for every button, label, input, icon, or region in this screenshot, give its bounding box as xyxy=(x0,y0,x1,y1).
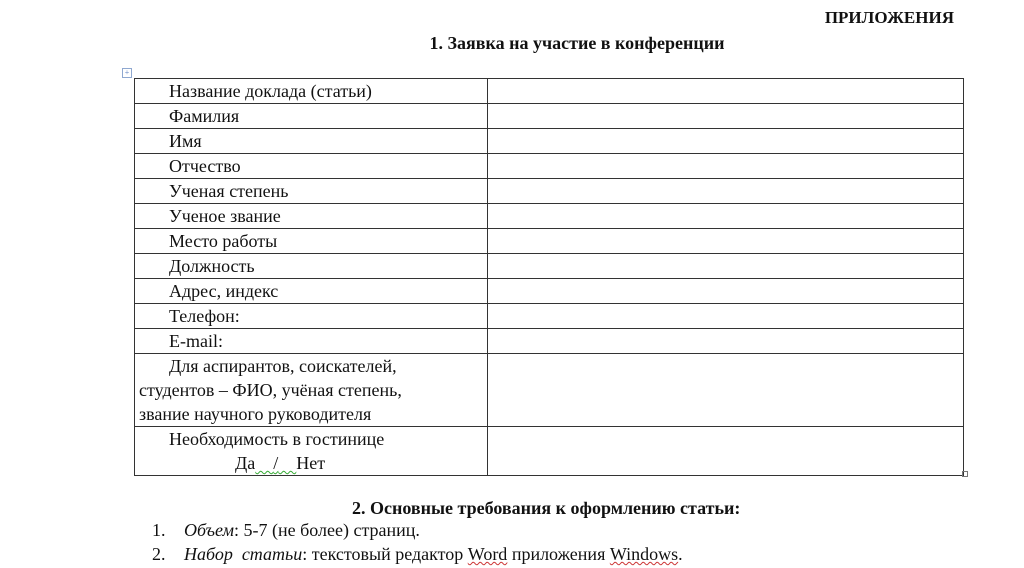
table-row xyxy=(135,104,964,129)
field-value-cell[interactable] xyxy=(488,204,964,229)
table-row xyxy=(135,279,964,304)
field-label: Фамилия xyxy=(135,104,488,129)
supervisor-value-cell[interactable] xyxy=(488,354,964,427)
table-resize-handle[interactable] xyxy=(962,471,968,477)
application-form-table xyxy=(134,78,964,476)
field-label: Адрес, индекс xyxy=(135,279,488,304)
field-value-cell[interactable] xyxy=(488,279,964,304)
table-row xyxy=(135,204,964,229)
field-value-cell[interactable] xyxy=(488,179,964,204)
table-row xyxy=(135,179,964,204)
field-label: Ученое звание xyxy=(135,204,488,229)
field-value-cell[interactable] xyxy=(488,329,964,354)
field-label: Место работы xyxy=(135,229,488,254)
field-value-cell[interactable] xyxy=(488,229,964,254)
field-label: Название доклада (статьи) xyxy=(135,79,488,104)
table-row xyxy=(135,154,964,179)
field-label: Отчество xyxy=(135,154,488,179)
hotel-value-cell[interactable] xyxy=(488,427,964,476)
table-row xyxy=(135,304,964,329)
table-row xyxy=(135,129,964,154)
field-value-cell[interactable] xyxy=(488,304,964,329)
field-label: Ученая степень xyxy=(135,179,488,204)
table-row xyxy=(135,79,964,104)
table-row xyxy=(135,254,964,279)
field-label: Должность xyxy=(135,254,488,279)
appendix-title: ПРИЛОЖЕНИЯ xyxy=(824,8,954,27)
field-value-cell[interactable] xyxy=(488,129,964,154)
table-row xyxy=(135,229,964,254)
field-value-cell[interactable] xyxy=(488,104,964,129)
section-1-heading: 1. Заявка на участие в конференции xyxy=(429,33,725,53)
field-label: Имя xyxy=(135,129,488,154)
field-label: E-mail: xyxy=(135,329,488,354)
requirements-list xyxy=(152,518,683,566)
table-row xyxy=(135,427,964,476)
table-move-handle-icon[interactable]: + xyxy=(122,68,132,78)
table-row xyxy=(135,354,964,427)
list-item: 1. Объем: 5-7 (не более) страниц. xyxy=(152,520,420,540)
field-value-cell[interactable] xyxy=(488,254,964,279)
field-label: Телефон: xyxy=(135,304,488,329)
hotel-no: Нет xyxy=(296,453,326,473)
field-value-cell[interactable] xyxy=(488,154,964,179)
hotel-label: Необходимость в гостинице Да / Нет xyxy=(135,427,488,476)
hotel-yes: Да xyxy=(235,453,256,473)
field-value-cell[interactable] xyxy=(488,79,964,104)
table-row xyxy=(135,329,964,354)
list-item: 2. Набор статьи: текстовый редактор Word приложения Windows. xyxy=(152,544,683,564)
section-2-heading: 2. Основные требования к оформлению статьи: xyxy=(352,498,741,518)
supervisor-label: Для аспирантов, соискателей, студентов – ФИО, учёная степень, звание научного руководителя xyxy=(135,354,488,427)
